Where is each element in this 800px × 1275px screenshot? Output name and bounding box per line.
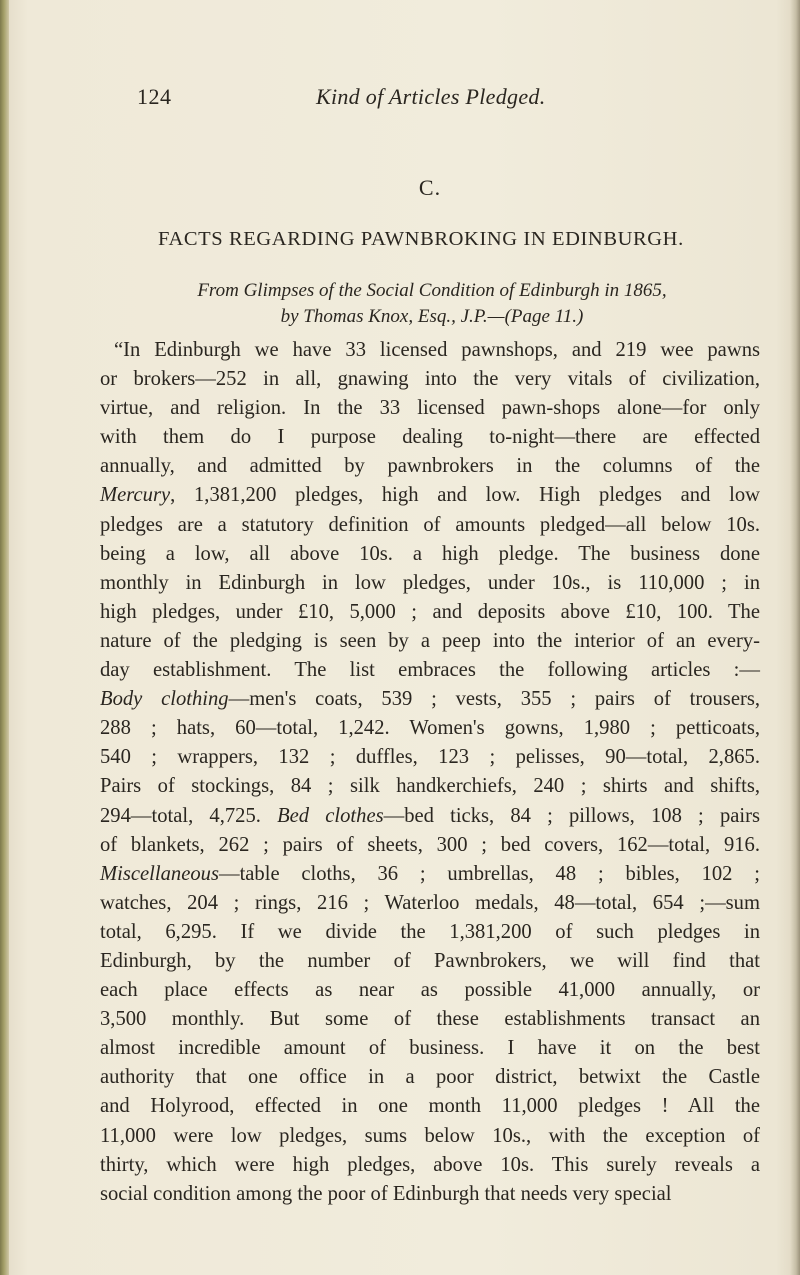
body-line: 288 ; hats, 60—total, 1,242. Women's gowns, 1,980 ; petticoats, (100, 717, 760, 740)
body-line: 540 ; wrappers, 132 ; duffles, 123 ; pelisses, 90—total, 2,865. (100, 746, 760, 769)
body-line: being a low, all above 10s. a high pledge. The business done (100, 542, 760, 565)
source-line-1: From Glimpses of the Social Condition of Edinburgh in 1865, (197, 280, 667, 301)
appendix-letter: C. (418, 175, 442, 200)
body-line: annually, and admitted by pawnbrokers in the columns of the (100, 455, 760, 478)
body-line: high pledges, under £10, 5,000 ; and deposits above £10, 100. The (100, 600, 760, 623)
body-line: virtue, and religion. In the 33 licensed pawn-shops alone—for only (100, 397, 760, 420)
body-line: Edinburgh, by the number of Pawnbrokers, we will find that (100, 949, 760, 972)
body-line: total, 6,295. If we divide the 1,381,200 of such pledges in (100, 920, 760, 943)
body-line: 11,000 were low pledges, sums below 10s., with the exception of (100, 1124, 760, 1147)
body-line: of blankets, 262 ; pairs of sheets, 300 ; bed covers, 162—total, 916. (100, 833, 760, 856)
body-line: each place effects as near as possible 41,000 annually, or (100, 979, 760, 1002)
body-line: thirty, which were high pledges, above 10s. This surely reveals a (100, 1153, 760, 1176)
body-line: Mercury, 1,381,200 pledges, high and low. High pledges and low (100, 484, 760, 507)
source-line-2: by Thomas Knox, Esq., J.P.—(Page 11.) (280, 306, 584, 327)
page-number: 124 (137, 84, 172, 109)
body-line: social condition among the poor of Edinburgh that needs very special (100, 1182, 672, 1205)
body-line: with them do I purpose dealing to-night—there are effected (100, 426, 760, 449)
body-line: authority that one office in a poor district, betwixt the Castle (100, 1066, 760, 1089)
body-paragraph (100, 336, 760, 1209)
body-line: nature of the pledging is seen by a peep into the interior of an every- (100, 629, 760, 652)
body-line: monthly in Edinburgh in low pledges, under 10s., is 110,000 ; in (100, 571, 760, 594)
body-line: watches, 204 ; rings, 216 ; Waterloo medals, 48—total, 654 ;—sum (100, 891, 760, 914)
body-line: Miscellaneous—table cloths, 36 ; umbrellas, 48 ; bibles, 102 ; (100, 862, 760, 885)
running-title: Kind of Articles Pledged. (316, 84, 546, 109)
body-line: Body clothing—men's coats, 539 ; vests, 355 ; pairs of trousers, (100, 688, 760, 711)
body-line: day establishment. The list embraces the following articles :— (100, 659, 760, 682)
body-line: 3,500 monthly. But some of these establishments transact an (100, 1008, 760, 1031)
body-line: or brokers—252 in all, gnawing into the very vitals of civilization, (100, 368, 760, 391)
body-line: pledges are a statutory definition of amounts pledged—all below 10s. (100, 513, 760, 536)
body-line: Pairs of stockings, 84 ; silk handkerchiefs, 240 ; shirts and shifts, (100, 775, 760, 798)
body-line: “In Edinburgh we have 33 licensed pawnshops, and 219 wee pawns (114, 339, 760, 361)
body-line: almost incredible amount of business. I have it on the best (100, 1037, 760, 1060)
running-head (0, 84, 800, 114)
source-citation (0, 278, 800, 330)
body-line: and Holyrood, effected in one month 11,000 pledges ! All the (100, 1095, 760, 1118)
body-line: 294—total, 4,725. Bed clothes—bed ticks, 84 ; pillows, 108 ; pairs (100, 804, 760, 827)
section-heading: FACTS REGARDING PAWNBROKING IN EDINBURGH. (158, 228, 684, 250)
